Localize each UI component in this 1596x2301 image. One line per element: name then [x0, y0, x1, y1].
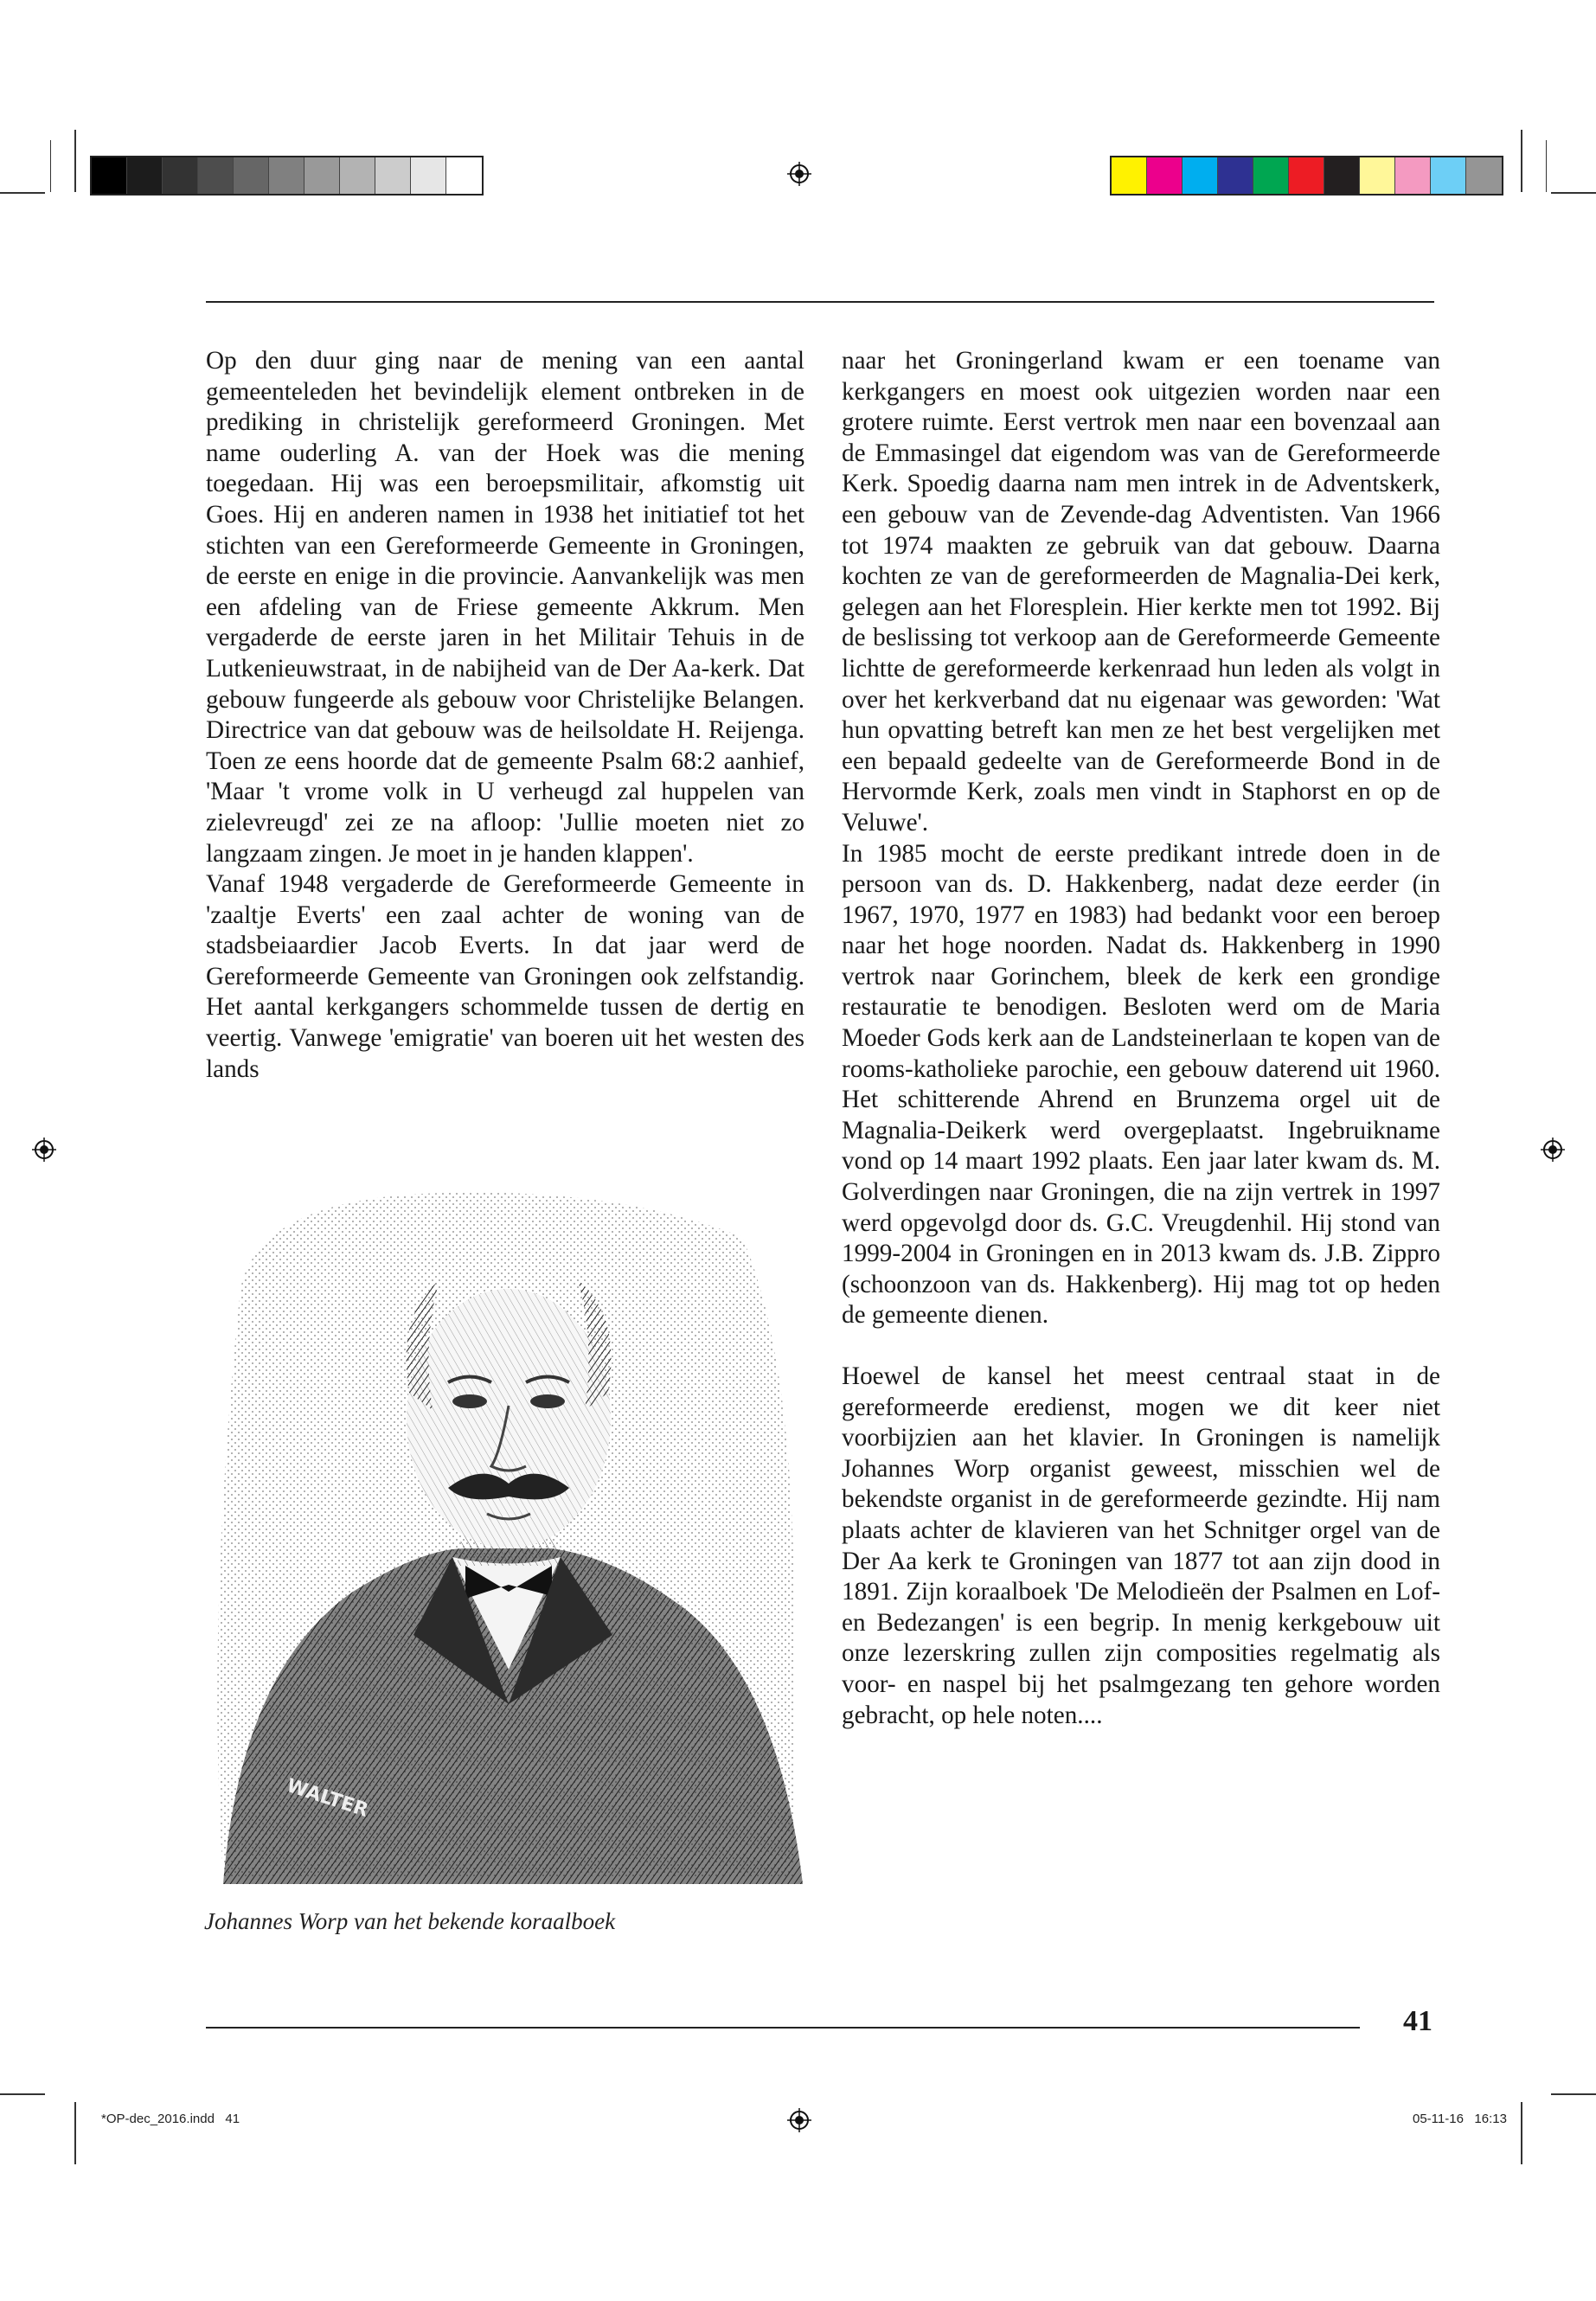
color-swatch — [163, 157, 198, 194]
registration-mark-icon — [32, 1138, 56, 1162]
crop-mark — [1551, 192, 1596, 194]
figure-caption: Johannes Worp van het bekende koraalboek — [204, 1908, 616, 1934]
crop-mark — [0, 192, 45, 194]
color-swatch — [269, 157, 304, 194]
crop-mark — [1551, 2093, 1596, 2095]
crop-mark — [1521, 2102, 1522, 2164]
color-swatch — [1112, 157, 1147, 194]
grayscale-control-strip — [90, 156, 484, 195]
color-swatch — [1289, 157, 1324, 194]
color-swatch — [1431, 157, 1466, 194]
header-rule — [206, 301, 1434, 303]
footer-rule — [206, 2027, 1360, 2029]
slug-timestamp: 05-11-16 16:13 — [1413, 2112, 1507, 2126]
color-swatch — [92, 157, 127, 194]
color-swatch — [304, 157, 340, 194]
color-swatch — [1183, 157, 1218, 194]
crop-mark — [0, 2093, 45, 2095]
text-column-right — [842, 346, 1440, 1731]
color-swatch — [340, 157, 375, 194]
registration-mark-icon — [787, 2108, 811, 2132]
color-swatch — [1466, 157, 1502, 194]
portrait-engraving — [206, 1185, 804, 1884]
crop-mark — [50, 140, 51, 192]
engraver-signature: WALTER — [284, 1774, 371, 1822]
crop-mark — [74, 130, 76, 192]
color-control-strip — [1110, 156, 1503, 195]
crop-mark — [1521, 130, 1522, 192]
color-swatch — [1360, 157, 1395, 194]
color-swatch — [446, 157, 482, 194]
registration-mark-icon — [787, 162, 811, 186]
color-swatch — [198, 157, 234, 194]
slug-file-info: *OP-dec_2016.indd 41 — [101, 2112, 240, 2126]
color-swatch — [234, 157, 269, 194]
color-swatch — [1395, 157, 1431, 194]
text-column-left — [206, 346, 804, 1085]
color-swatch — [127, 157, 163, 194]
color-swatch — [411, 157, 446, 194]
color-swatch — [1218, 157, 1253, 194]
paragraph: Hoewel de kansel het meest centraal staat in de gereformeerde eredienst, mogen we dit keer niet voorbijzien aan het klavier. In Groningen is namelijk Johannes Worp organist geweest, misschien wel de bekendste organist in de gereformeerde gezindte. Hij nam plaats achter de klavieren van het Schnitger orgel van de Der Aa kerk te Groningen van 1877 tot aan zijn dood in 1891. Zijn koraalboek 'De Melodieën der Psalmen en Lof- en Bedezangen' is een begrip. In menig kerkgebouw uit onze lezerskring zullen zijn composities regelmatig als voor- en naspel bij het psalmgezang ten gehore worden gebracht, op hele noten.... — [842, 1362, 1440, 1729]
registration-mark-icon — [1541, 1138, 1565, 1162]
color-swatch — [1324, 157, 1360, 194]
paragraph: In 1985 mocht de eerste predikant intrede doen in de persoon van ds. D. Hakkenberg, nadat deze eerder (in 1967, 1970, 1977 en 1983) had bedankt voor een beroep naar het hoge noorden. Nadat ds. Hakkenberg in 1990 vertrok naar Gorinchem, bleek de kerk een grondige restauratie te benodigen. Besloten werd om de Maria Moeder Gods kerk aan de Landsteinerlaan te kopen van de rooms-katholieke parochie, een gebouw daterend uit 1960. Het schitterende Ahrend en Brunzema orgel uit de Magnalia-Deikerk werd overgeplaatst. Ingebruikname vond op 14 maart 1992 plaats. Een jaar later kwam ds. M. Golverdingen naar Groningen, die na zijn vertrek in 1997 werd opgevolgd door ds. G.C. Vreugdenhil. Hij stond van 1999-2004 in Groningen en in 2013 kwam ds. J.B. Zippro (schoonzoon van ds. Hakkenberg). Hij mag tot op heden de gemeente dienen. — [842, 839, 1440, 1330]
crop-mark — [74, 2102, 76, 2164]
paragraph: naar het Groningerland kwam er een toename van kerkgangers en moest ook uitgezien worden naar een grotere ruimte. Eerst vertrok men naar een bovenzaal aan de Emmasingel dat eigendom was van de Gereformeerde Kerk. Spoedig daarna nam men intrek in de Adventskerk, een gebouw van de Zevende-dag Adventisten. Van 1966 tot 1974 maakten ze gebruik van dat gebouw. Daarna kochten ze van de gereformeerden de Magnalia-Dei kerk, gelegen aan het Floresplein. Hier kerkte men tot 1992. Bij de beslissing tot verkoop aan de Gereformeerde Gemeente lichtte de gereformeerde kerkenraad hun leden als volgt in over het kerkverband dat nu eigenaar was geworden: 'Wat hun opvatting betreft kan men ze het best vergelijken met een bepaald gedeelte van de Gereformeerde Bond in de Hervormde Kerk, zoals men vindt in Staphorst en op de Veluwe'. — [842, 347, 1440, 836]
page-number: 41 — [1403, 2005, 1433, 2037]
paragraph: Op den duur ging naar de mening van een aantal gemeenteleden het bevindelijk element ontbreken in de prediking in christelijk gereformeerd Groningen. Met name ouderling A. van der Hoek was die mening toegedaan. Hij was een beroepsmilitair, afkomstig uit Goes. Hij en anderen namen in 1938 het initiatief tot het stichten van een Gereformeerde Gemeente in Groningen, de eerste en enige in die provincie. Aanvankelijk was men een afdeling van de Friese gemeente Akkrum. Men vergaderde de eerste jaren in het Militair Tehuis in de Lutkenieuwstraat, in de nabijheid van de Der Aa-kerk. Dat gebouw fungeerde als gebouw voor Christelijke Belangen. Directrice van dat gebouw was de heilsoldate H. Reijenga. Toen ze eens hoorde dat de gemeente Psalm 68:2 aanhief, 'Maar 't vrome volk in U verheugd zal huppelen van zielevreugd' zei ze na afloop: 'Jullie moeten niet zo langzaam zingen. Je moet in je handen klappen'. — [206, 347, 804, 868]
paragraph: Vanaf 1948 vergaderde de Gereformeerde Gemeente in 'zaaltje Everts' een zaal achter de woning van de stadsbeiaardier Jacob Everts. In dat jaar werd de Gereformeerde Gemeente van Groningen ook zelfstandig. Het aantal kerkgangers schommelde tussen de dertig en veertig. Vanwege 'emigratie' van boeren uit het westen des lands — [206, 870, 804, 1083]
color-swatch — [375, 157, 411, 194]
color-swatch — [1253, 157, 1289, 194]
crop-mark — [1546, 140, 1547, 192]
color-swatch — [1147, 157, 1183, 194]
